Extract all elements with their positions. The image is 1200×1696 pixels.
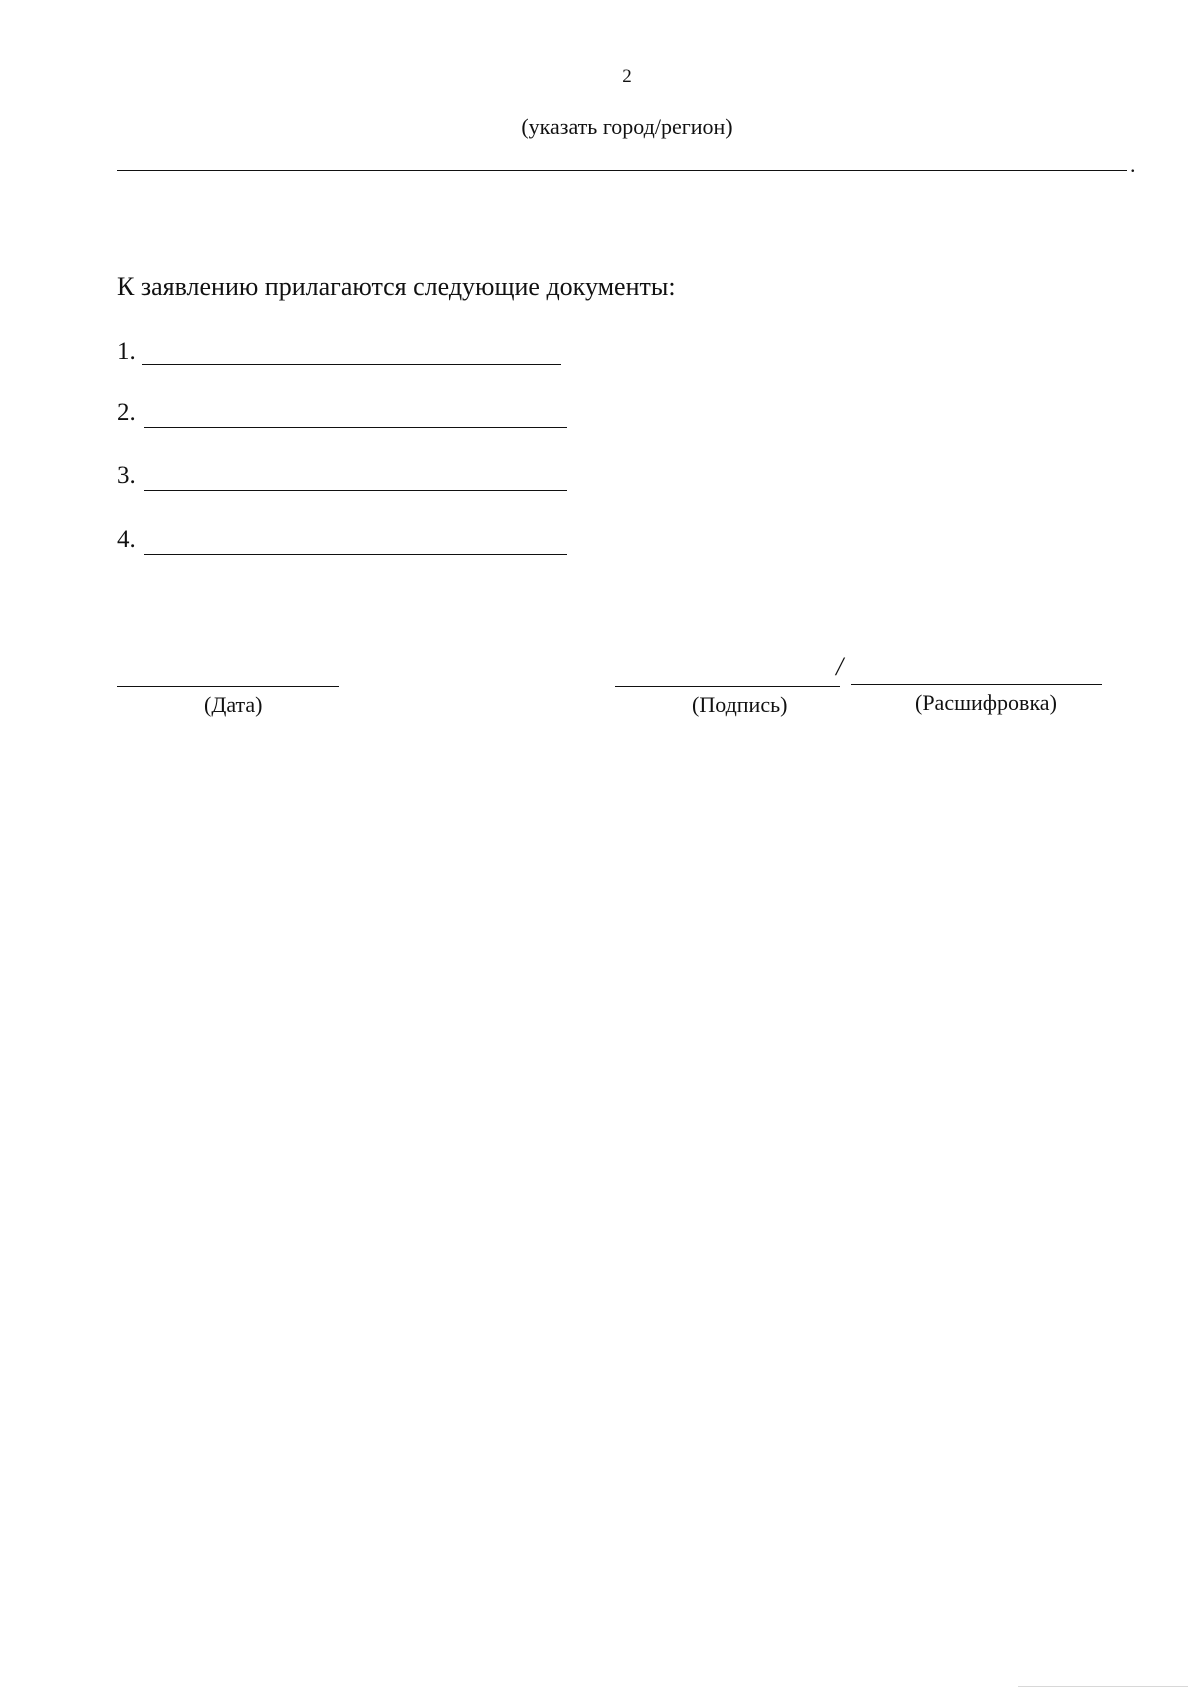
attachment-item-4: [117, 526, 567, 556]
attachment-item-1: [117, 338, 567, 368]
signature-label: (Подпись): [692, 692, 788, 717]
decryption-line[interactable]: [851, 684, 1102, 685]
attachment-number: 1.: [117, 338, 136, 365]
date-line[interactable]: [117, 686, 339, 687]
signature-line[interactable]: [615, 686, 840, 687]
attachment-number: 2.: [117, 399, 136, 426]
attachment-fill-line[interactable]: [144, 490, 567, 491]
attachment-fill-line[interactable]: [144, 427, 567, 428]
scan-edge-mark: [1018, 1686, 1188, 1687]
attachment-number: 3.: [117, 462, 136, 489]
attachment-fill-line[interactable]: [142, 364, 561, 365]
decryption-label: (Расшифровка): [915, 690, 1057, 715]
signature-separator: /: [836, 652, 844, 681]
page-number: 2: [622, 66, 632, 87]
city-region-hint: (указать город/регион): [521, 114, 733, 139]
date-label: (Дата): [204, 692, 263, 717]
attachments-heading: К заявлению прилагаются следующие документы:: [117, 272, 676, 301]
attachment-item-3: [117, 462, 567, 492]
attachment-number: 4.: [117, 526, 136, 553]
city-line-period: .: [1130, 152, 1136, 177]
attachment-item-2: [117, 399, 567, 429]
attachment-fill-line[interactable]: [144, 554, 567, 555]
city-region-line[interactable]: [117, 170, 1127, 171]
